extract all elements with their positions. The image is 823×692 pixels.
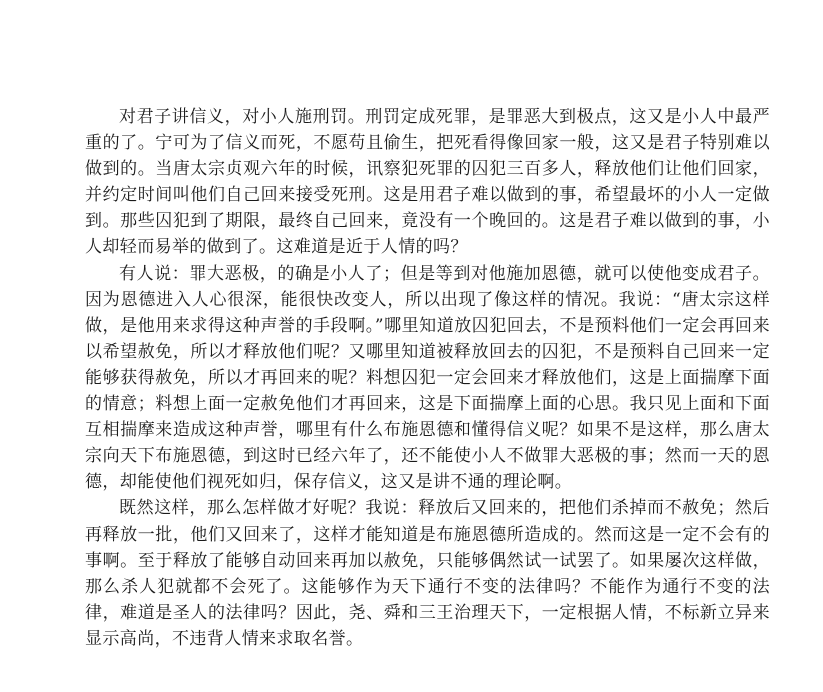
document-body xyxy=(85,104,770,652)
paragraph-3: 既然这样，那么怎样做才好呢？我说：释放后又回来的，把他们杀掉而不赦免；然后再释放一批，他们又回来了，这样才能知道是布施恩德所造成的。然而这是一定不会有的事啊。至于释放了能够自动回来再加以赦免，只能够偶然试一试罢了。如果屡次这样做，那么杀人犯就都不会死了。这能够作为天下通行不变的法律吗？不能作为通行不变的法律，难道是圣人的法律吗？因此，尧、舜和三王治理天下，一定根据人情，不标新立异来显示高尚，不违背人情来求取名誉。 xyxy=(85,498,770,649)
paragraph-2: 有人说：罪大恶极，的确是小人了；但是等到对他施加恩德，就可以使他变成君子。因为恩德进入人心很深，能很快改变人，所以出现了像这样的情况。我说：“唐太宗这样做，是他用来求得这种声誉的手段啊。”哪里知道放囚犯回去，不是预料他们一定会再回来以希望赦免，所以才释放他们呢？又哪里知道被释放回去的囚犯，不是预料自己回来一定能够获得赦免，所以才再回来的呢？料想囚犯一定会回来才释放他们，这是上面揣摩下面的情意；料想上面一定赦免他们才再回来，这是下面揣摩上面的心思。我只见上面和下面互相揣摩来造成这种声誉，哪里有什么布施恩德和懂得信义呢？如果不是这样，那么唐太宗向天下布施恩德，到这时已经六年了，还不能使小人不做罪大恶极的事；然而一天的恩德，却能使他们视死如归，保存信义，这又是讲不通的理论啊。 xyxy=(85,263,770,493)
paragraph-1: 对君子讲信义，对小人施刑罚。刑罚定成死罪，是罪恶大到极点，这又是小人中最严重的了。宁可为了信义而死，不愿苟且偷生，把死看得像回家一般，这又是君子特别难以做到的。当唐太宗贞观六年的时候，讯察犯死罪的囚犯三百多人，释放他们让他们回家，并约定时间叫他们自己回来接受死刑。这是用君子难以做到的事，希望最坏的小人一定做到。那些囚犯到了期限，最终自己回来，竟没有一个晚回的。这是君子难以做到的事，小人却轻而易举的做到了。这难道是近于人情的吗？ xyxy=(85,107,770,258)
